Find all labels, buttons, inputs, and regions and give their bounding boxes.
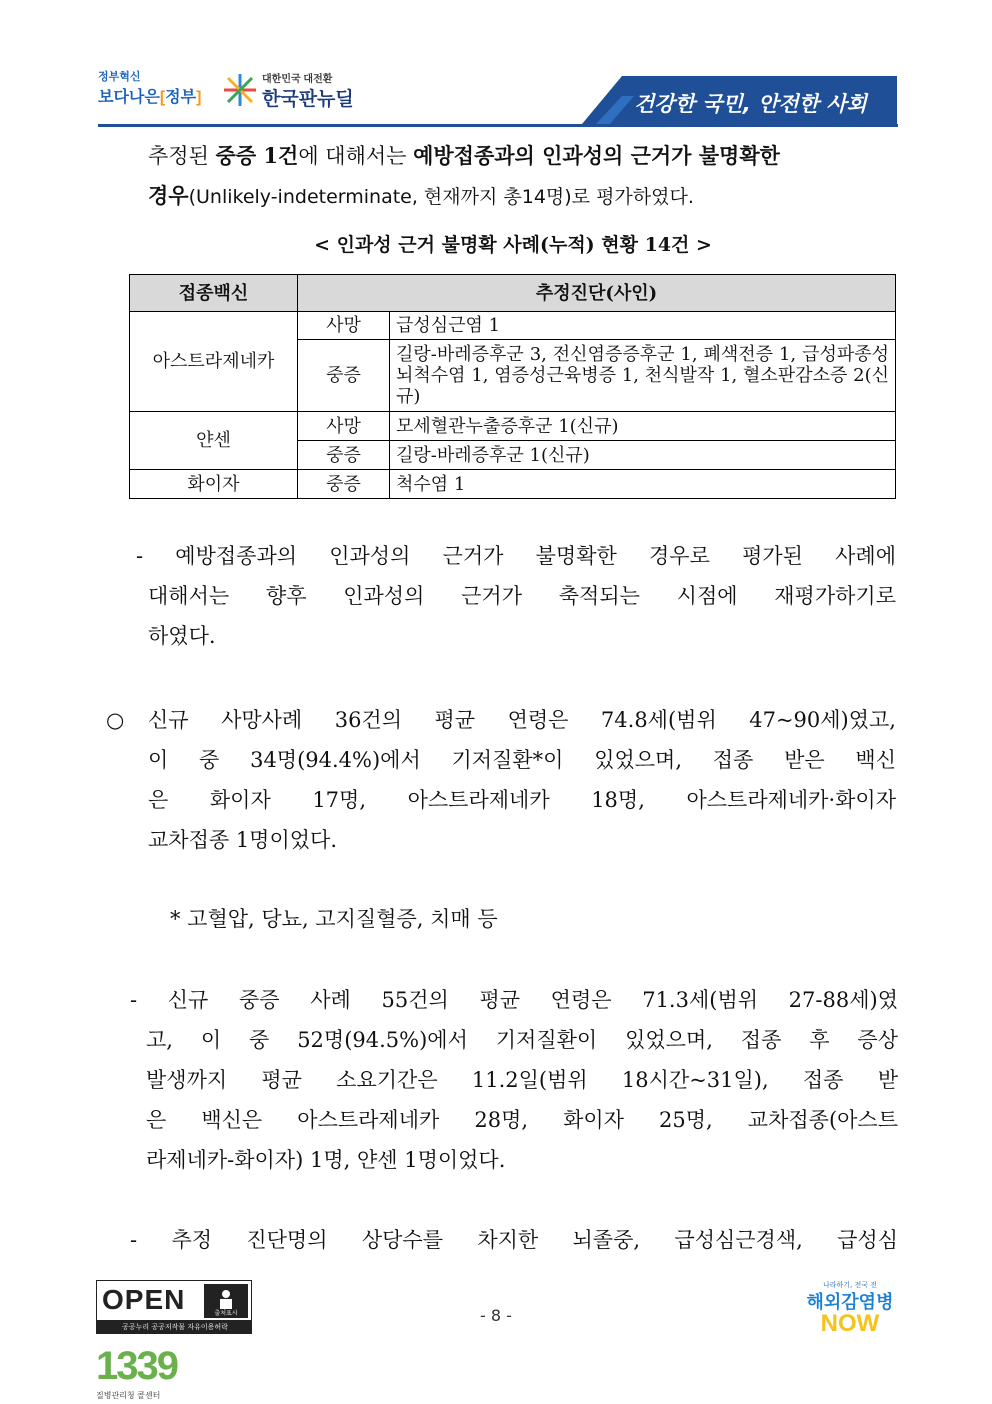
c1339-number: 1339 xyxy=(96,1344,177,1388)
type-cell: 중증 xyxy=(298,441,390,470)
header-vaccine: 접종백신 xyxy=(130,275,298,312)
open-subtext: 공공누리 공공저작물 자유이용허락 xyxy=(122,1323,228,1331)
vaccine-cell: 화이자 xyxy=(130,470,298,499)
open-badge: 출처표시 xyxy=(214,1310,238,1317)
intro-line-2 xyxy=(148,176,898,217)
footnote-comorbidities: * 고혈압, 당뇨, 고지질혈증, 치매 등 xyxy=(170,907,498,931)
header-banner xyxy=(582,76,897,124)
banner-slogan: 건강한 국민, 안전한 사회 xyxy=(634,92,867,116)
causality-table xyxy=(129,274,896,499)
logo-korean-new-deal xyxy=(222,68,372,114)
type-cell: 중증 xyxy=(298,340,390,412)
para3-line-2: 고, 이 중 52명(94.5%)에서 기저질환이 있었으며, 접종 후 증상 xyxy=(146,1028,898,1052)
table-caption: < 인과성 근거 불명확 사례(누적) 현황 14건 > xyxy=(314,234,712,256)
logo1-bracket-close: ] xyxy=(196,89,202,106)
para3-line-5: 라제네카-화이자) 1명, 얀센 1명이었다. xyxy=(146,1148,506,1172)
logo1-main-a: 보다나은 xyxy=(98,89,160,106)
para1-line-3: 하였다. xyxy=(148,624,216,648)
bullet-circle: ○ xyxy=(106,708,125,732)
header-divider xyxy=(98,124,898,127)
overseas-infection-now-logo xyxy=(798,1280,902,1340)
para3-line-1: - 신규 중증 사례 55건의 평균 연령은 71.3세(범위 27-88세)였 xyxy=(130,988,898,1012)
intro-paragraph xyxy=(148,136,898,217)
intro-l1b: 중증 1건 xyxy=(215,143,299,168)
para2-line-1: 신규 사망사례 36건의 평균 연령은 74.8세(범위 47~90세)였고, xyxy=(148,708,896,732)
intro-l1c: 에 대해서는 xyxy=(298,144,414,168)
para1-line-1: - 예방접종과의 인과성의 근거가 불명확한 경우로 평가된 사례에 xyxy=(136,544,896,568)
logo-government-innovation xyxy=(98,68,208,114)
table-header-row xyxy=(130,275,896,312)
paragraph-reassessment xyxy=(136,536,896,656)
diagnosis-cell: 길랑-바레증후군 3, 전신염증증후군 1, 폐색전증 1, 급성파종성뇌척수염 1, 염증성근육병증 1, 천식발작 1, 혈소판감소증 2(신규) xyxy=(390,340,896,412)
paragraph-new-severe xyxy=(130,980,898,1180)
intro-line-1 xyxy=(148,136,898,176)
c1339-subtext: 질병관리청 콜센터 xyxy=(96,1391,161,1400)
intro-l2b: (Unlikely-indeterminate, 현재까지 총14명)로 평가하였다. xyxy=(188,186,694,208)
vaccine-cell: 얀센 xyxy=(130,412,298,470)
type-cell: 사망 xyxy=(298,312,390,340)
intro-l1d: 예방접종과의 인과성의 근거가 불명확한 xyxy=(413,143,780,168)
para2-line-2: 이 중 34명(94.4%)에서 기저질환*이 있었으며, 접종 받은 백신 xyxy=(148,748,896,772)
diagnosis-cell: 길랑-바레증후군 1(신규) xyxy=(390,441,896,470)
para2-line-4: 교차접종 1명이었다. xyxy=(148,828,337,852)
new-deal-star-icon xyxy=(222,72,258,108)
para3-line-3: 발생까지 평균 소요기간은 11.2일(범위 18시간~31일), 접종 받 xyxy=(146,1068,898,1092)
logo2-main-text: 한국판뉴딜 xyxy=(262,89,354,110)
page-number: - 8 - xyxy=(480,1306,512,1325)
open-license-logo xyxy=(96,1280,252,1334)
type-cell: 중증 xyxy=(298,470,390,499)
paragraph-diagnosis xyxy=(130,1220,898,1260)
type-cell: 사망 xyxy=(298,412,390,441)
diagnosis-cell: 척수염 1 xyxy=(390,470,896,499)
overseas-main: 해외감염병 xyxy=(806,1292,894,1313)
overseas-now: NOW xyxy=(820,1310,880,1337)
para4-line-1: - 추정 진단명의 상당수를 차지한 뇌졸중, 급성심근경색, 급성심 xyxy=(130,1228,898,1252)
logo1-bracket-open: [ xyxy=(159,89,166,106)
open-text: OPEN xyxy=(102,1284,186,1315)
diagnosis-cell: 모세혈관누출증후군 1(신규) xyxy=(390,412,896,441)
para3-line-4: 은 백신은 아스트라제네카 28명, 화이자 25명, 교차접종(아스트 xyxy=(146,1108,898,1132)
table-row xyxy=(130,312,896,340)
para2-line-3: 은 화이자 17명, 아스트라제네카 18명, 아스트라제네카·화이자 xyxy=(148,788,896,812)
table-row xyxy=(130,412,896,441)
logo2-top-text: 대한민국 대전환 xyxy=(262,74,333,85)
paragraph-new-deaths xyxy=(148,700,896,860)
diagnosis-cell: 급성심근염 1 xyxy=(390,312,896,340)
logo1-main-text xyxy=(98,84,208,107)
para1-line-2: 대해서는 향후 인과성의 근거가 축적되는 시점에 재평가하기로 xyxy=(148,584,896,608)
overseas-top: 나라하기, 전국 전 xyxy=(822,1281,877,1289)
intro-l1a: 추정된 xyxy=(148,144,216,168)
vaccine-cell: 아스트라제네카 xyxy=(130,312,298,412)
header-diagnosis: 추정진단(사인) xyxy=(298,275,896,312)
intro-l2a: 경우 xyxy=(148,183,189,208)
logo1-main-c: 정부 xyxy=(165,89,197,106)
table-row xyxy=(130,470,896,499)
logo1-top-text: 정부혁신 xyxy=(98,71,141,83)
kdca-1339-logo xyxy=(96,1344,206,1404)
